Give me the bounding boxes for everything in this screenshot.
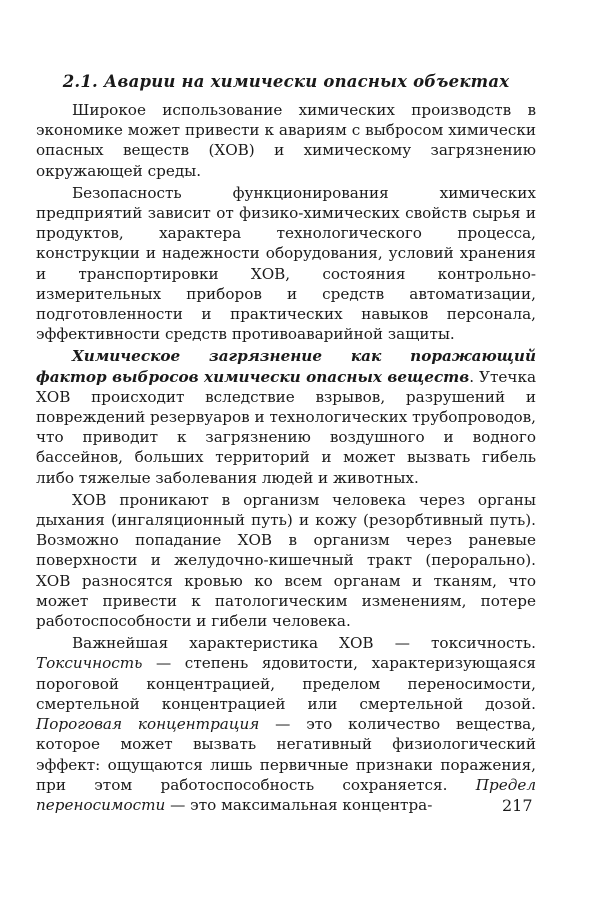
section-heading: 2.1. Аварии на химически опасных объектах [62,72,510,91]
toxicity-text-b: — степень ядовитости, характеризующаяся пороговой концентрацией, пределом переносимости, смертельной концентрацией или смертельной дозой. [36,654,536,713]
toxicity-text-d: — это максимальная концентра- [165,795,433,814]
paragraph-safety: Безопасность функционирования химических предприятий зависит от физико-химических свойств сырья и продуктов, характера технологического процесса, конструкции и надежности оборудования, условий хранения и транспортировки ХОВ, состояния контрольно-измерительных приборов и средств автоматизации, подготовленности и практических навыков персонала, эффективности средств противоаварийной защиты. [36,183,536,344]
page-number: 217 [502,796,533,815]
tolerance-term: Предел переносимости [36,775,536,814]
paragraph-contamination [36,346,536,487]
toxicity-term: Токсичность [36,654,143,673]
paragraph-intro: Широкое использование химических производств в экономике может привести к авариям с выбросом химически опасных веществ (ХОВ) и химическому загрязнению окружающей среды. [36,101,536,180]
paragraph-toxicity [36,633,536,815]
paragraph-entry-routes: ХОВ проникают в организм человека через органы дыхания (ингаляционный путь) и кожу (резорбтивный путь). Возможно попадание ХОВ в организм через раневые поверхности и желудочно-кишечный тракт (перорально). ХОВ разносятся кровью ко всем органам и тканям, что может привести к патологическим изменениям, потере работоспособности и гибели человека. [36,490,536,631]
toxicity-text-a: Важнейшая характеристика ХОВ — токсичность. [72,634,536,653]
page-body [36,70,536,815]
contamination-text: . Утечка ХОВ происходит вследствие взрывов, разрушений и повреждений резервуаров и технологических трубопроводов, что приводит к загрязнению воздушного и водного бассейнов, больших территорий и может вызвать гибель либо тяжелые заболевания людей и животных. [36,367,537,487]
contamination-term: Химическое загрязнение как поражающий фактор выбросов химически опасных веществ [36,347,536,386]
threshold-term: Пороговая концентрация [36,715,260,734]
toxicity-text-c: — это количество вещества, которое может вызвать негативный физиологический эффект: ощущаются лишь первичные признаки поражения, при этом работоспособность сохраняется. [36,715,536,794]
